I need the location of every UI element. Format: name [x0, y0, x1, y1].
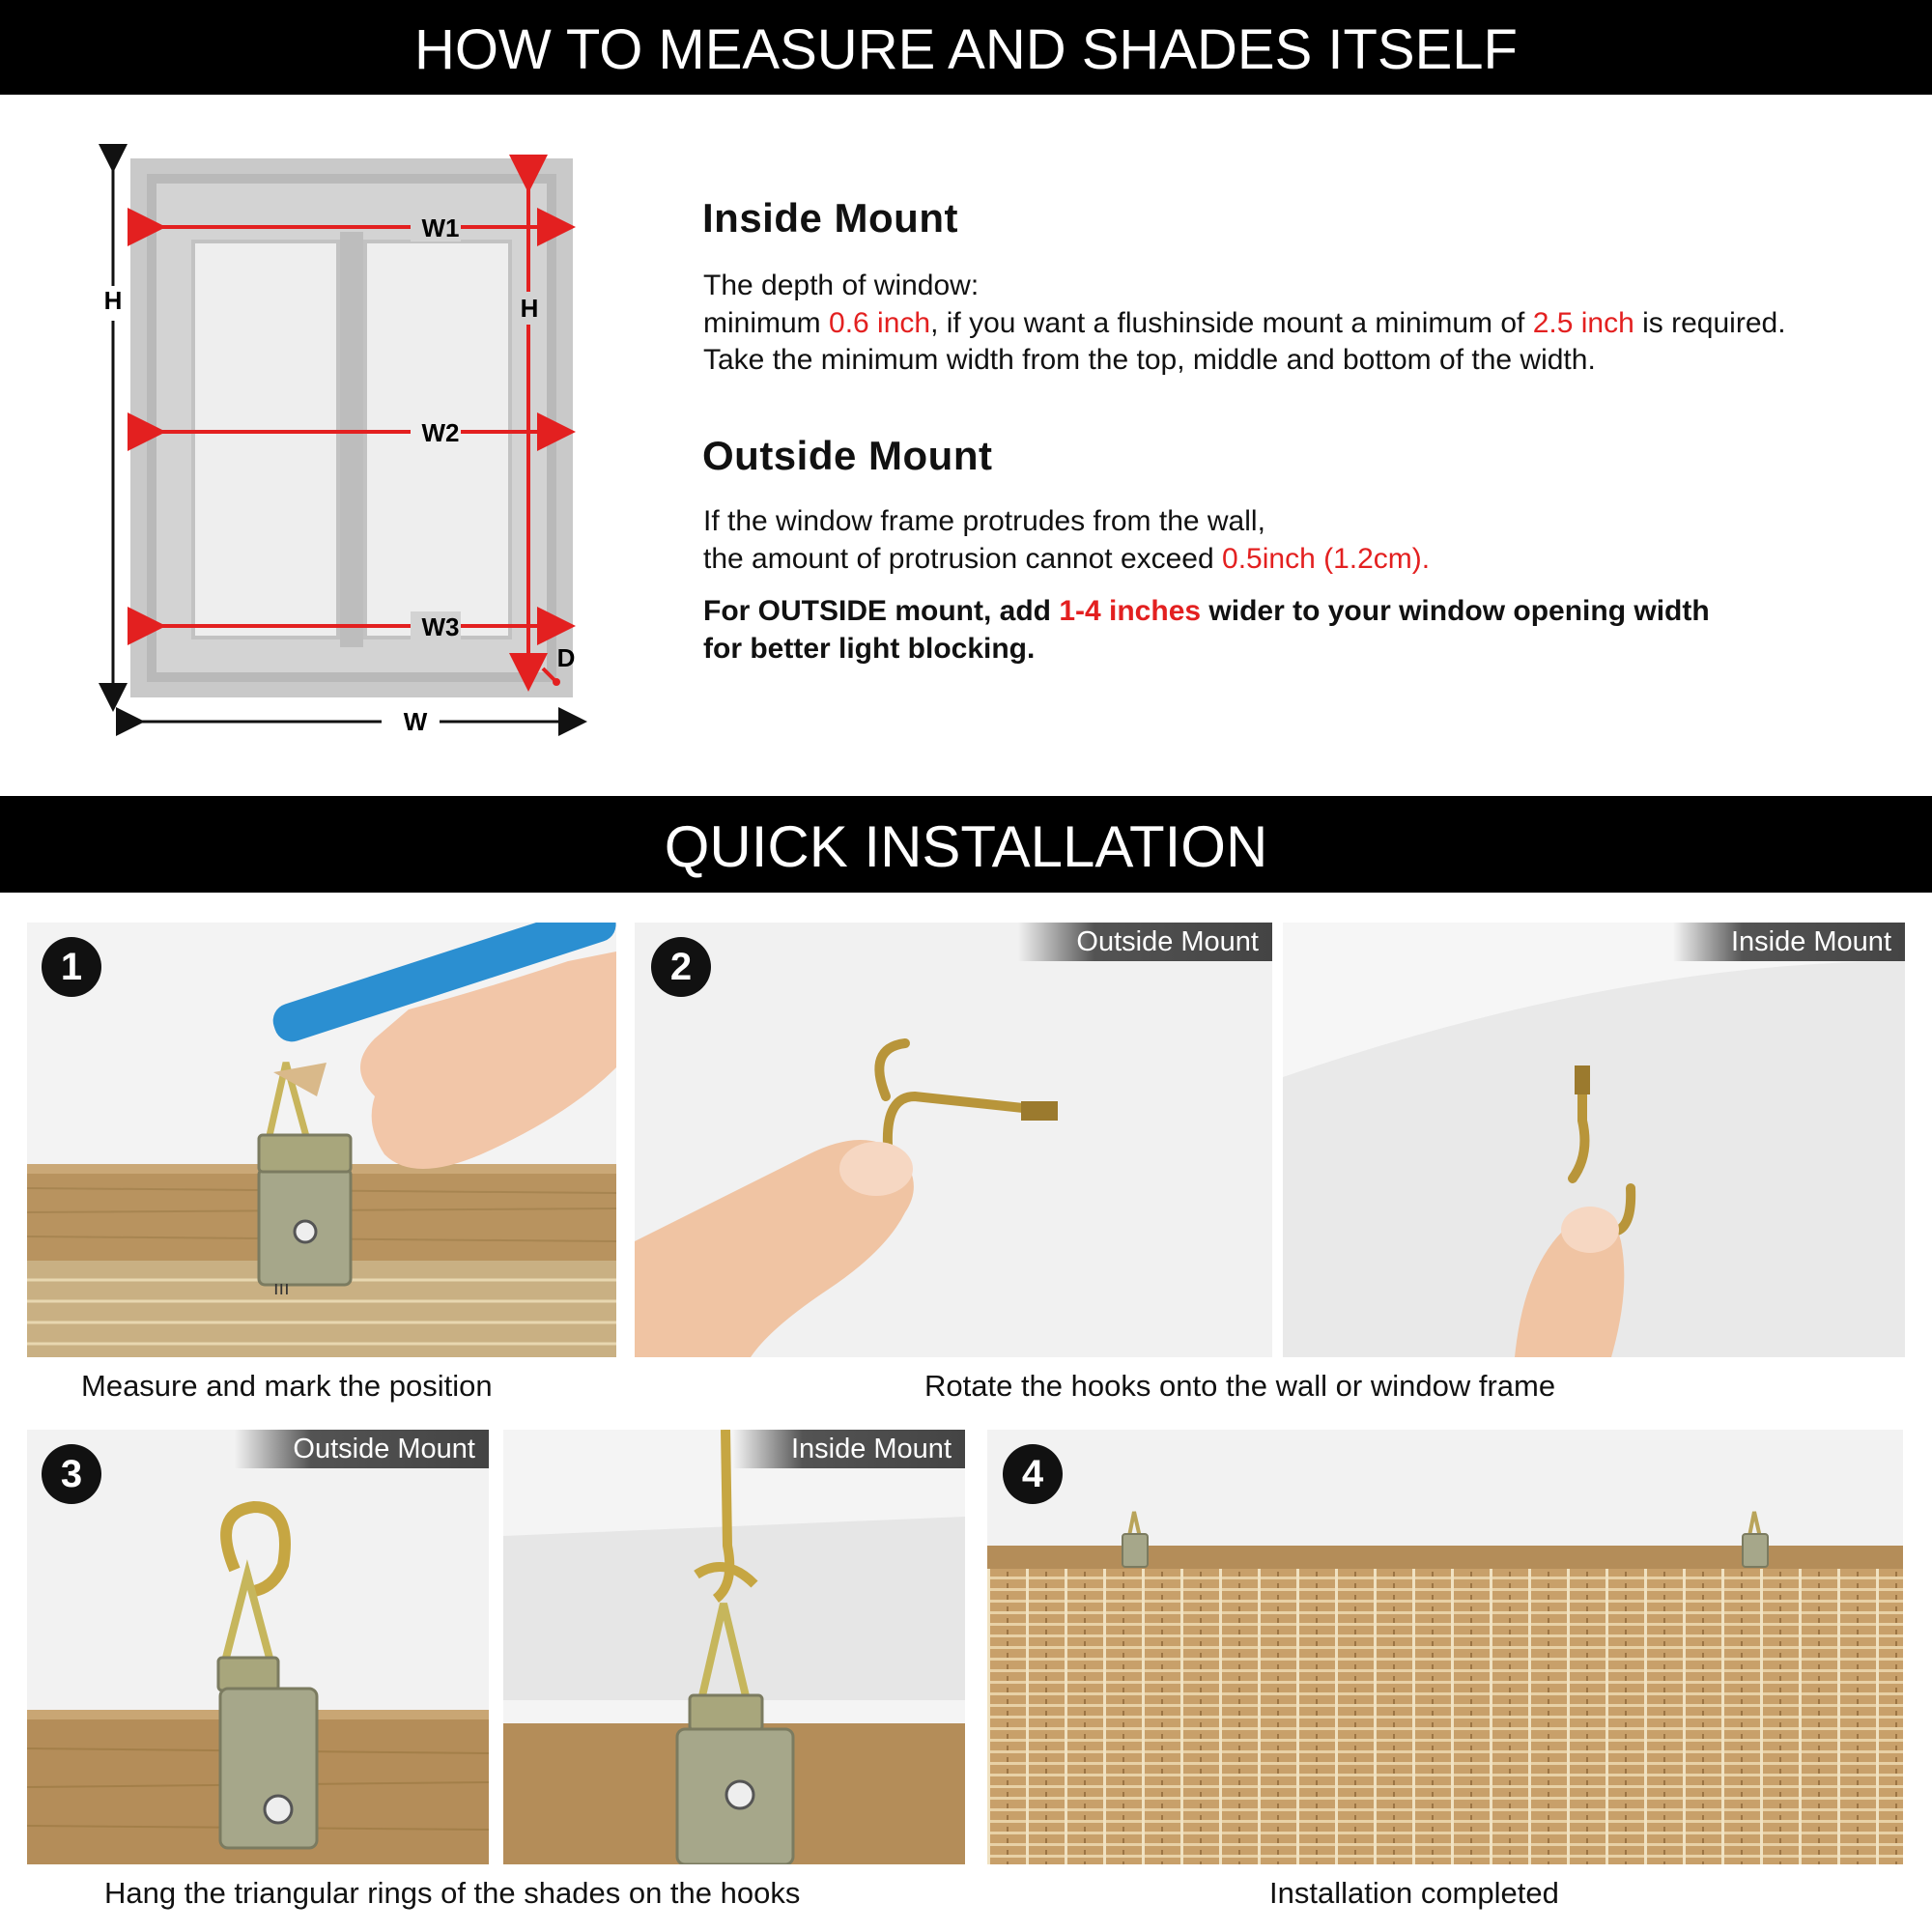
- inside-mount-title: Inside Mount: [702, 195, 958, 241]
- outside-note-line2: for better light blocking.: [703, 632, 1036, 665]
- install-banner: QUICK INSTALLATION: [0, 796, 1932, 893]
- flush-depth-value: 2.5 inch: [1532, 306, 1634, 339]
- protrusion-value: 0.5inch (1.2cm).: [1222, 542, 1431, 575]
- step3-inside-photo: [503, 1430, 965, 1864]
- window-mullion: [340, 232, 363, 647]
- required-suffix: is required.: [1634, 306, 1786, 339]
- outside-mount-text: [703, 503, 1430, 578]
- step4-badge: 4: [1003, 1444, 1063, 1504]
- w1-label: W1: [421, 213, 460, 242]
- window-diagram-svg: [87, 135, 609, 753]
- step3-inside-illustration: [503, 1430, 965, 1864]
- inside-mount-line2: Take the minimum width from the top, middle and bottom of the width.: [703, 344, 1596, 376]
- depth-label: D: [556, 643, 576, 672]
- height-outer-label: H: [103, 286, 123, 315]
- outside-mount-title: Outside Mount: [702, 433, 993, 478]
- step4-illustration: [987, 1430, 1903, 1864]
- depth-dot: [553, 678, 560, 686]
- step2-inside-illustration: [1283, 923, 1905, 1357]
- note-value: 1-4 inches: [1059, 595, 1202, 627]
- step1-badge: 1: [42, 937, 101, 997]
- step3-outside-photo: [27, 1430, 489, 1864]
- step2-inside-photo: [1283, 923, 1905, 1357]
- window-pane-left: [193, 242, 338, 638]
- note-prefix: For OUTSIDE mount, add: [703, 595, 1060, 627]
- width-outer-label: W: [403, 707, 428, 736]
- note-suffix: wider to your window opening width: [1201, 595, 1710, 627]
- svg-text:ııı: ııı: [273, 1278, 290, 1299]
- step2-badge: 2: [651, 937, 711, 997]
- height-inner-label: H: [520, 294, 539, 323]
- min-prefix: minimum: [703, 306, 830, 339]
- w2-label: W2: [421, 418, 460, 447]
- step3-caption: Hang the triangular rings of the shades on the hooks: [104, 1876, 801, 1910]
- step2-outside-tag: Outside Mount: [1018, 923, 1272, 961]
- step2-outside-illustration: [635, 923, 1272, 1357]
- flush-mid: , if you want a flushinside mount a minimum of: [930, 306, 1533, 339]
- min-depth-value: 0.6 inch: [829, 306, 931, 339]
- depth-label-text: The depth of window:: [703, 270, 980, 301]
- step3-badge: 3: [42, 1444, 101, 1504]
- step3-inside-tag: Inside Mount: [733, 1430, 965, 1468]
- protrusion-prefix: the amount of protrusion cannot exceed: [703, 542, 1223, 575]
- inside-mount-text: [703, 268, 1786, 380]
- step3-outside-illustration: [27, 1430, 489, 1864]
- measure-banner: HOW TO MEASURE AND SHADES ITSELF: [0, 0, 1932, 95]
- step2-outside-photo: [635, 923, 1272, 1357]
- outside-mount-line2: [703, 541, 1430, 579]
- step3-outside-tag: Outside Mount: [235, 1430, 489, 1468]
- step1-illustration: [27, 923, 616, 1357]
- step2-caption: Rotate the hooks onto the wall or window frame: [924, 1369, 1556, 1403]
- step4-caption: Installation completed: [1269, 1876, 1559, 1910]
- inside-mount-line1: [703, 305, 1786, 343]
- step4-photo: [987, 1430, 1903, 1864]
- outside-mount-note: [703, 593, 1710, 668]
- step1-photo: [27, 923, 616, 1357]
- outside-mount-line1: If the window frame protrudes from the wall,: [703, 505, 1265, 537]
- window-measure-diagram: [87, 135, 609, 753]
- outside-note-line1: [703, 593, 1710, 631]
- step1-caption: Measure and mark the position: [81, 1369, 493, 1403]
- w3-label: W3: [421, 612, 460, 641]
- step2-inside-tag: Inside Mount: [1673, 923, 1905, 961]
